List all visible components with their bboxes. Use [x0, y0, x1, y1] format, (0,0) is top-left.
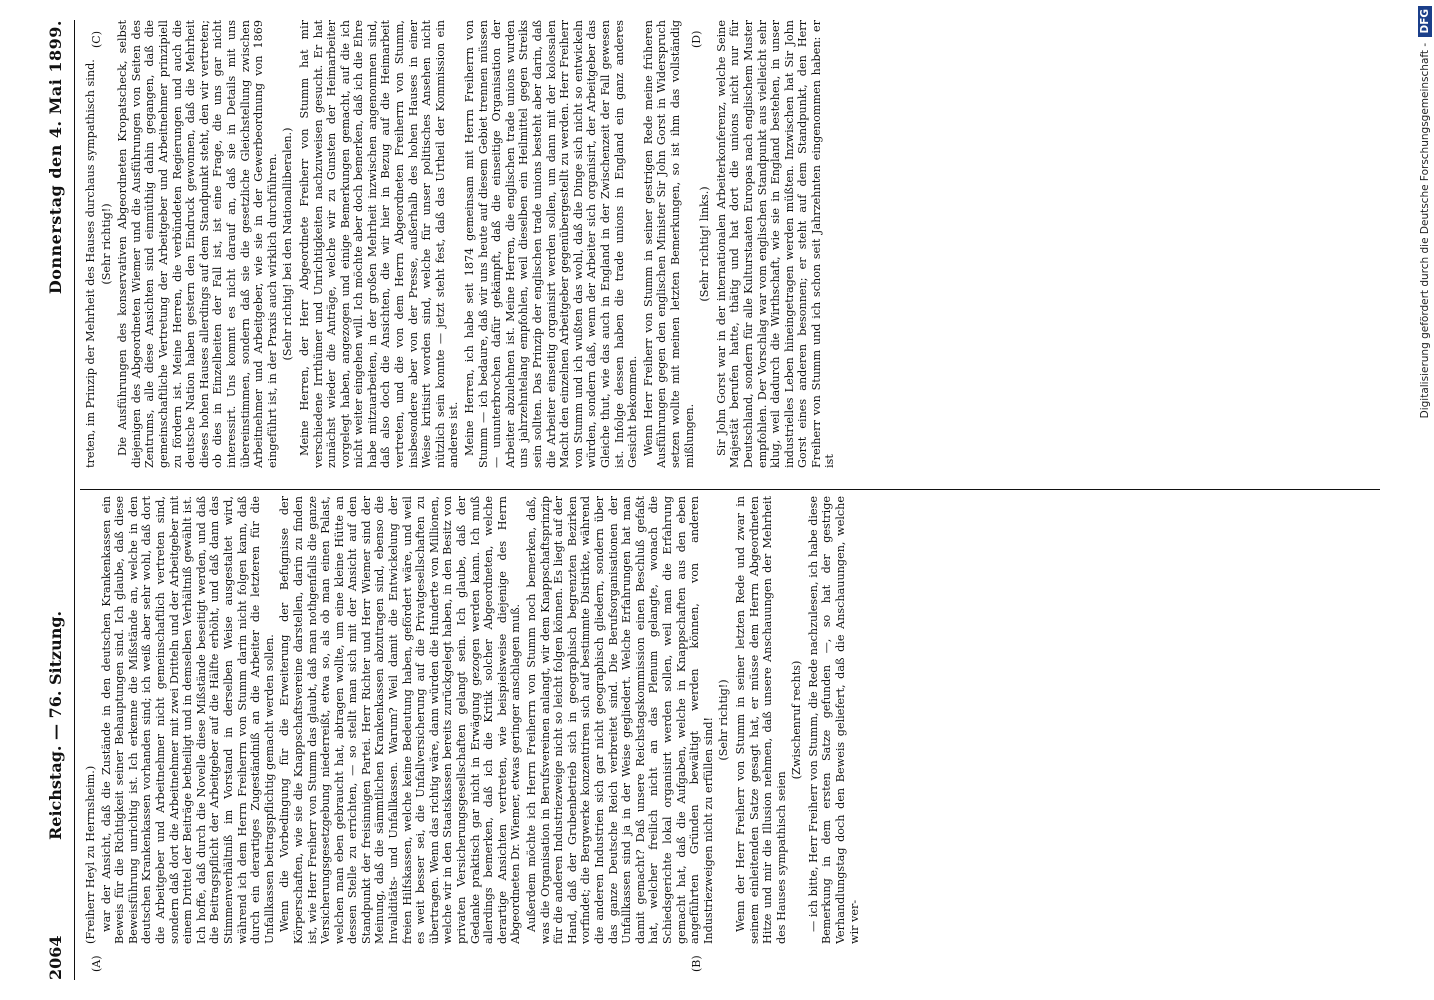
speaker-line: (Freiherr Heyl zu Herrnsheim.) [84, 765, 97, 944]
page-date: Donnerstag den 4. Mai 1899. [46, 20, 65, 295]
page [40, 20, 1400, 980]
paragraph: Die Ausführungen des konservativen Abgeordneten Kropatscheck, selbst diejenigen des Abgeordneten Wiemer und die Ausführungen von Seiten des Zentrums, alle diese Ansichten sind einmüthig dahin gegangen, daß die gemeinschaftliche Vertretung der Arbeitgeber und Arbeitnehmer prinzipiell zu fördern ist. Meine Herren, die verbündeten Regierungen und auch die deutsche Nation haben gestern den Eindruck gewonnen, daß die Mehrheit dieses hohen Hauses allerdings auf dem Standpunkt steht, den wir vertreten; ob dies in Einzelheiten der Fall ist, ist eine Frage, die uns gar nicht interessirt. Uns kommt es nicht darauf an, daß sie in Details mit uns übereinstimmen, sondern daß sie die gesetzliche Gleichstellung zwischen Arbeitnehmer und Arbeitgeber, wie sie in der Gewerbeordnung von 1869 eingeführt ist, in der Praxis auch wirklich durchführen. [116, 20, 279, 468]
paragraph: Sir John Gorst war in der internationalen Arbeiterkonferenz, welche Seine Majestät berufen hatte, thätig und hat dort die unions nicht nur für Deutschland, sondern für alle Kulturstaaten Europas nach englischem Muster empfohlen. Der Vorschlag war vom englischen Standpunkt aus vielleicht sehr klug, weil dadurch die Wirthschaft, wie sie in England bestehen, in unser industrielles Leben hineingetragen werden müßten. Inzwischen hat Sir John Gorst eines anderen besonnen; er steht auf dem Standpunkt, den Herr Freiherr von Stumm und ich schon seit Jahrzehnten eingenommen haben: er ist [714, 20, 837, 468]
paragraph: war der Ansicht, daß die Zustände in den deutschen Krankenkassen ein Beweis für die Richtigkeit seiner Behauptungen sind. Ich glaube, daß diese Beweisführung unrichtig ist. Ich erkenne die Mißstände an, welche in den deutschen Krankenkassen vorhanden sind; ich weiß aber sehr wohl, daß dort die Arbeitgeber und Arbeitnehmer nicht gemeinschaftlich vertreten sind, sondern daß dort die Arbeitnehmer mit zwei Dritteln und der Arbeitgeber mit einem Drittel der Beiträge betheiligt und in demselben Verhältniß gewählt ist. Ich hoffe, daß durch die Novelle diese Mißstände beseitigt werden, und daß die Beitragspflicht der Arbeitgeber auf die Hälfte erhöht, und daß dann das Stimmenverhältniß im Vorstand in derselben Weise ausgestaltet wird, während ich dem Herrn Freiherrn von Stumm darin nicht folgen kann, daß durch ein derartiges Zugeständniß an die Arbeiter die letzteren für die Unfallkassen beitragspflichtig gemacht werden sollen. [99, 496, 276, 944]
dfg-logo: DFG [1418, 6, 1432, 37]
paragraph: Meine Herren, der Herr Abgeordnete Freiherr von Stumm hat mir verschiedene Irrthümer und Unrichtigkeiten nachzuweisen gesucht. Er hat zunächst wieder die Anträge, welche wir zu Gunsten der Heimarbeiter vorgelegt haben, angezogen und einige Bemerkungen gemacht, auf die ich nicht weiter eingehen will. Ich möchte aber doch bemerken, daß ich die Ehre habe mitzuarbeiten, in der großen Mehrheit inzwischen angenommen sind, daß also doch die Ansichten, die wir hier in Bezug auf die Heimarbeit vertreten, und die von dem Herrn Abgeordneten Freiherrn von Stumm, insbesondere aber von der Presse, außerhalb des hohen Hauses in einer Weise kritisirt worden sind, welche für unser politisches Ansehen nicht nützlich sein konnte — jetzt steht fest, daß das Urtheil der Kommission ein anderes ist. [297, 20, 461, 468]
paragraph: Außerdem möchte ich Herrn Freiherrn von Stumm noch bemerken, daß, was die Organisation in Berufsvereinen anlangt, wir dem Knappschaftsprinzip für die anderen Industriezweige nicht so leicht folgen können. Es liegt auf der Hand, daß der Grubenbetrieb sich in geographisch begrenzten Bezirken vorfindet; die Bergwerke konzentriren sich auf bestimmte Distrikte, während die anderen Industrien sich gar nicht geographisch gliedern, sondern über das ganze Deutsche Reich verbreitet sind. Die Berufsorganisationen der Unfallkassen sind ja in der Weise gegliedert. Welche Erfahrungen hat man damit gemacht? Daß unsere Reichstagskommission einen Beschluß gefaßt hat, welcher freilich nicht an das Plenum gelangte, wonach die Schiedsgerichte lokal organisirt werden sollen, weil man die Erfahrung gemacht hat, daß die Aufgaben, welche in Knappschaften aus den eben angeführten Gründen bewältigt werden können, von anderen Industriezweigen nicht zu erfüllen sind! [525, 496, 715, 944]
left-column [84, 496, 1374, 944]
right-column [84, 20, 1374, 468]
session-title: Reichstag. — 76. Sitzung. [46, 610, 65, 840]
marker-d: (D) [690, 30, 703, 48]
interjection: (Sehr richtig!) [717, 679, 731, 761]
interjection: (Sehr richtig!) [99, 203, 113, 285]
paragraph: Wenn Herr Freiherr von Stumm in seiner gestrigen Rede meine früheren Ausführungen gegen den englischen Minister Sir John Gorst in Widerspruch setzen wollte mit meinen letzten Bemerkungen, so ist ihm das vollständig mißlungen. [641, 20, 696, 468]
paragraph: — ich bitte, Herr Freiherr von Stumm, die Rede nachzulesen, ich habe diese Bemerkung in dem ersten Satze gefunden —, so hat der gestrige Verhandlungstag doch den Beweis geliefert, daß die Anschauungen, welche wir ver- [806, 496, 861, 944]
page-header [40, 20, 74, 980]
paragraph: treten, im Prinzip der Mehrheit des Hauses durchaus sympathisch sind. [84, 59, 97, 468]
page-number: 2064 [46, 935, 65, 980]
marker-a: (A) [90, 955, 103, 972]
interjection: (Sehr richtig! links.) [698, 186, 712, 302]
funding-note-text [1414, 6, 1434, 996]
interjection: (Zwischenruf rechts) [790, 660, 804, 780]
funding-note [1410, 6, 1432, 996]
paragraph: Meine Herren, ich habe seit 1874 gemeinsam mit Herrn Freiherrn von Stumm — ich bedaure, daß wir uns heute auf diesem Gebiet trennen müssen — ununterbrochen dafür gekämpft, daß die einseitige Organisation der Arbeiter abzulehnen ist. Meine Herren, die englischen trade unions wurden uns jahrzehntelang empfohlen, weil dieselben ein Heilmittel gegen Streiks sein sollten. Das Prinzip der englischen trade unions besteht aber darin, daß die Arbeiter einseitig organisirt werden sollen, um dann mit der kolossalen Macht den einzelnen Arbeitgeber gegenübergestellt zu werden. Herr Freiherr von Stumm und ich wußten das wohl, daß die Dinge sich nicht so entwickeln würden, sondern daß, wenn der Arbeiter sich organisirt, der Arbeitgeber das Gleiche thut, wie das auch in England in der Zwischenzeit der Fall gewesen ist. Infolge dessen haben die trade unions in England ein ganz anderes Gesicht bekommen. [463, 20, 640, 468]
marker-c: (C) [90, 31, 103, 48]
column-separator [80, 489, 1380, 490]
paragraph: Wenn der Herr Freiherr von Stumm in seiner letzten Rede und zwar in seinem einleitenden Satze gesagt hat, er müsse dem Herrn Abgeordneten Hitze und mir die Illusion nehmen, daß unsere Anschauungen der Mehrheit des Hauses sympathisch seien [733, 496, 788, 944]
header-rule [74, 20, 75, 980]
funding-text: Digitalisierung gefördert durch die Deutsche Forschungsgemeinschaft - [1419, 42, 1431, 419]
marker-b: (B) [690, 955, 703, 972]
paragraph: Wenn die Vorbedingung für die Erweiterung der Befugnisse der Körperschaften, wie sie die Knappschaftsvereine darstellen, darin zu finden ist, wie Herr Freiherr von Stumm das glaubt, daß man nothgenfalls die ganze Versicherungsgesetzgebung niederreißt, etwa so, als ob man einen Palast, welchen man eben gebraucht hat, abtragen wollte, um eine kleine Hütte an dessen Stelle zu errichten, — so stellt man sich mit der Ansicht auf den Standpunkt der freisinnigen Partei. Herr Richter und Herr Wiemer sind der Meinung, daß die sämmtlichen Krankenkassen abzutragen sind, ebenso die Invaliditäts- und Unfallkassen. Warum? Weil damit die Entwickelung der freien Hilfskassen, welche keine Bedeutung haben, gefördert wäre, und weil es weit besser sei, die Unfallversicherung auf die Privatgesellschaften zu übertragen. Wenn das richtig wäre, dann würden die Hunderte von Millionen, welche wir in den Staatskassen bereits zurückgelegt haben, in den Besitz von privaten Versicherungsgesellschaften gelangt sein. Ich glaube, daß der Gedanke praktisch gar nicht in Erwägung gezogen werden kann. Ich muß allerdings bemerken, daß ich die Kritik solcher Abgeordneten, welche derartige Ansichten vertreten, wie beispielsweise diejenige des Herrn Abgeordneten Dr. Wiemer, etwas geringer anschlagen muß. [278, 496, 523, 944]
interjection: (Sehr richtig! bei den Nationalliberalen.) [281, 127, 295, 361]
